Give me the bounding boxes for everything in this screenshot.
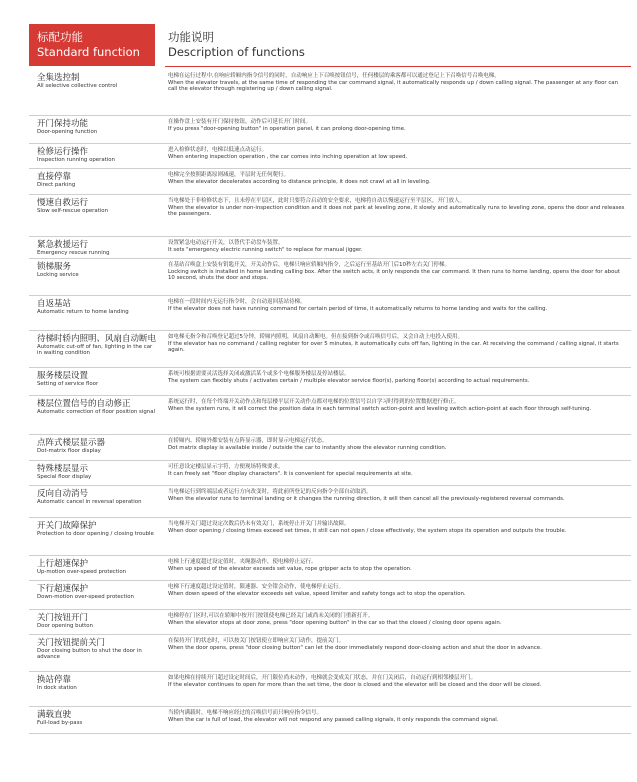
description-en: If the elevator does not have running command for certain period of time, it automatically returns to home landing and waits for the calling. xyxy=(168,306,548,312)
function-row xyxy=(29,296,631,331)
function-row xyxy=(29,672,631,707)
function-title: 上行超速保护 xyxy=(37,559,89,569)
function-name xyxy=(37,559,157,575)
function-title: 检修运行操作 xyxy=(37,147,89,157)
function-name xyxy=(37,464,157,480)
function-title: 慢速自救运行 xyxy=(37,198,89,208)
function-description xyxy=(168,147,627,160)
function-subtitle: Direct parking xyxy=(37,182,76,188)
description-en: When the elevator is under non-inspection condition and it does not park at leveling zone, it slowly and automatically runs to leveling zone, opens the door and releases the passengers. xyxy=(168,205,625,218)
function-title: 点阵式楼层显示器 xyxy=(37,438,106,448)
function-subtitle: Automatic correction of floor position signal xyxy=(37,409,156,415)
function-subtitle: Automatic cancel in reversal operation xyxy=(37,499,142,505)
function-subtitle: Emergency rescue running xyxy=(37,250,110,256)
function-description xyxy=(168,119,627,132)
function-row xyxy=(29,396,631,435)
function-description xyxy=(168,675,627,688)
description-en: When up speed of the elevator exceeds set value, rope gripper acts to stop the operation. xyxy=(168,566,412,572)
function-subtitle: In dock station xyxy=(37,685,77,691)
description-title-en: Description of functions xyxy=(168,45,305,59)
function-row xyxy=(29,556,631,581)
function-title: 下行超速保护 xyxy=(37,584,89,594)
description-cn: 当电梯运行到终端层或者运行方向改变时，将此前所登记的反向指令全部自动取消。 xyxy=(168,489,372,495)
description-cn: 当电梯开关门超过设定次数后仍未有效关门，系统停止开关门并输出故障。 xyxy=(168,521,350,527)
function-title: 特殊楼层显示 xyxy=(37,464,89,474)
function-name xyxy=(37,119,157,135)
function-row xyxy=(29,69,631,116)
description-cn: 电梯完全按照距离原则减速，平层时无任何爬行。 xyxy=(168,172,290,178)
description-cn: 系统运行时，在每个终端开关动作点和每层楼平层开关动作点都对电梯的位置信号以自学习时得到的位置数据进行修正。 xyxy=(168,399,460,405)
function-name xyxy=(37,638,157,661)
description-en: When the door opens, press "door closing button" can let the door immediately respond door-closing action and shut the door in advance. xyxy=(168,645,542,651)
function-name xyxy=(37,73,157,89)
description-en: When the elevator decelerates according to distance principle, it does not crawl at all in leveling. xyxy=(168,179,431,185)
standard-function-title-en: Standard function xyxy=(37,45,140,59)
function-description xyxy=(168,172,627,185)
function-subtitle: Door-opening function xyxy=(37,129,98,135)
function-description xyxy=(168,198,627,218)
function-list xyxy=(29,69,631,734)
description-en: When the system runs, it will correct the position data in each terminal switch action-point and leveling switch action-point at each floor through self-tuning. xyxy=(168,406,592,412)
function-description xyxy=(168,638,627,651)
function-row xyxy=(29,195,631,237)
function-row xyxy=(29,237,631,259)
function-row xyxy=(29,635,631,672)
function-title: 开关门故障保护 xyxy=(37,521,97,531)
function-name xyxy=(37,262,157,278)
function-row xyxy=(29,461,631,486)
description-en: If you press "door-opening button" in operation panel, it can prolong door-opening time. xyxy=(168,126,406,132)
function-description xyxy=(168,299,627,312)
table-header xyxy=(29,24,631,66)
function-description xyxy=(168,710,627,723)
function-title: 待梯时轿内照明、风扇自动断电 xyxy=(37,334,157,344)
function-name xyxy=(37,489,157,505)
description-en: When the elevator travels, at the same time of responding the car command signal, it automatically responds up / down calling signal. The passenger at any floor can call the elevator through registering up / down calling signal. xyxy=(168,80,619,93)
description-cn: 可任意设定楼层显示字符，方便现场特殊要求。 xyxy=(168,464,284,470)
description-cn: 系统可根据需要灵活选择关闭或激活某个或多个电梯服务楼层及停站楼层。 xyxy=(168,371,350,377)
function-row xyxy=(29,518,631,556)
function-subtitle: All selective collective control xyxy=(37,83,118,89)
function-title: 楼层位置信号的自动修正 xyxy=(37,399,131,409)
description-en: If the elevator continues to open for more than the set time, the door is closed and the elevator will be closed and the door will be closed. xyxy=(168,682,542,688)
description-en: It can freely set "floor display characters". It is convenient for special requirements at site. xyxy=(168,471,413,477)
function-description xyxy=(168,613,627,626)
function-description xyxy=(168,438,627,451)
standard-function-title-cn: 标配功能 xyxy=(37,30,83,44)
function-title: 满载直驶 xyxy=(37,710,72,720)
function-name xyxy=(37,172,157,188)
description-cn: 电梯下行速度超过设定值时，限速器、安全钳会动作，使电梯停止运行。 xyxy=(168,584,345,590)
function-description xyxy=(168,334,627,354)
description-en: When the car is full of load, the elevator will not respond any passed calling signals, it only responds the command signal. xyxy=(168,717,499,723)
function-row xyxy=(29,144,631,169)
function-description xyxy=(168,559,627,572)
function-title: 锁梯服务 xyxy=(37,262,72,272)
description-en: When entering inspection operation , the car comes into inching operation at low speed. xyxy=(168,154,408,160)
description-cn: 在保持开门的状态时，可以按关门按钮使立即响应关门动作，提前关门。 xyxy=(168,638,345,644)
description-cn: 在操作盘上安装有开门保持按钮，动作后可延长开门时间。 xyxy=(168,119,312,125)
standard-function-header xyxy=(29,24,155,66)
function-title: 紧急救援运行 xyxy=(37,240,89,250)
description-title-cn: 功能说明 xyxy=(168,30,214,44)
function-name xyxy=(37,240,157,256)
function-subtitle: Special floor display xyxy=(37,474,92,480)
description-en: Locking switch is installed in home landing calling box. After the switch acts, it only responds the car command. It then runs to home landing, opens the door for about 10 second, shuts the door and stops. xyxy=(168,269,620,282)
description-en: It sets "emergency electric running switch" to replace for manual jigger. xyxy=(168,247,363,253)
description-cn: 如果电梯在持续开门超过设定时间后，开门限位尚未动作，电梯就会变成关门状态，并在门关闭后，自动运行到相邻楼层开门。 xyxy=(168,675,477,681)
function-row xyxy=(29,581,631,610)
function-description xyxy=(168,371,627,384)
description-en: The system can flexibly shuts / activates certain / multiple elevator service floor(s), parking floor(s) according to actual requirements. xyxy=(168,378,530,384)
description-en: When down speed of the elevator exceeds set value, speed limiter and safety tongs act to stop the operation. xyxy=(168,591,466,597)
description-en: If the elevator has no command / calling register for over 5 minutes, it automatically cuts off fan, lighting in the car. At receiving the command / calling signal, it starts again. xyxy=(168,341,619,354)
function-description xyxy=(168,73,627,93)
function-subtitle: Automatic return to home landing xyxy=(37,309,129,315)
function-subtitle: Door opening button xyxy=(37,623,93,629)
function-title: 关门按钮提前关门 xyxy=(37,638,106,648)
function-name xyxy=(37,371,157,387)
function-subtitle: Door closing button to shut the door in advance xyxy=(37,648,142,661)
function-subtitle: Automatic cut-off of fan, lighting in the car in waiting condition xyxy=(37,344,153,357)
function-description xyxy=(168,464,627,477)
function-title: 关门按钮开门 xyxy=(37,613,89,623)
function-description xyxy=(168,584,627,597)
function-subtitle: Dot-matrix floor display xyxy=(37,448,101,454)
function-title: 全集选控制 xyxy=(37,73,80,83)
function-title: 开门保持功能 xyxy=(37,119,89,129)
description-cn: 设置紧急电动运行开关，以替代手动盘车装置。 xyxy=(168,240,284,246)
function-description xyxy=(168,262,627,282)
function-title: 服务楼层设置 xyxy=(37,371,89,381)
function-row xyxy=(29,486,631,518)
function-name xyxy=(37,147,157,163)
description-cn: 当电梯处于非检修状态下，且未停在平层区，此时只要符合启动的安全要求，电梯将自动以慢速运行至平层区，开门放人。 xyxy=(168,198,466,204)
function-title: 自返基站 xyxy=(37,299,72,309)
function-subtitle: Up-motion over-speed protection xyxy=(37,569,127,575)
description-cn: 电梯在运行过程中,在响应轿厢内指令信号的同时，自动响应上下召唤按钮信号，任何楼层的乘客都可以通过登记上下召唤信号召唤电梯。 xyxy=(168,73,500,79)
description-header xyxy=(165,24,631,67)
function-title: 换站停靠 xyxy=(37,675,72,685)
function-name xyxy=(37,710,157,726)
description-cn: 在轿厢内、轿厢外都安装有点阵显示器，即时显示电梯运行状态。 xyxy=(168,438,328,444)
description-en: When the elevator stops at door zone, press "door opening button" in the car so that the closed / closing door opens again. xyxy=(168,620,502,626)
function-row xyxy=(29,331,631,368)
function-name xyxy=(37,438,157,454)
function-name xyxy=(37,198,157,214)
function-subtitle: Full-load by-pass xyxy=(37,720,83,726)
function-subtitle: Protection to door opening / closing trouble xyxy=(37,531,154,537)
function-subtitle: Slow self-rescue operation xyxy=(37,208,109,214)
description-en: When door opening / closing times exceed set times, it still can not open / close effectively, the system stops its operation and outputs the trouble. xyxy=(168,528,567,534)
function-description xyxy=(168,399,627,412)
function-row xyxy=(29,368,631,396)
function-subtitle: Locking service xyxy=(37,272,79,278)
function-row xyxy=(29,610,631,635)
function-title: 直接停靠 xyxy=(37,172,72,182)
function-name xyxy=(37,613,157,629)
function-name xyxy=(37,521,157,537)
description-cn: 电梯停在门区时,可以在轿厢中按开门按钮使电梯已经关门或尚未关闭的门重新打开。 xyxy=(168,613,374,619)
description-cn: 电梯上行速度超过设定值时，夹绳器动作，使电梯停止运行。 xyxy=(168,559,317,565)
description-cn: 如电梯无指令和召唤登记超过5分钟，轿厢内照明，风扇自动断电。但在接到指令或召唤信号后，又会自动上电投入使用。 xyxy=(168,334,464,340)
function-name xyxy=(37,299,157,315)
description-cn: 进入检修状态时，电梯以低速点动运行。 xyxy=(168,147,268,153)
function-row xyxy=(29,435,631,461)
function-description xyxy=(168,521,627,534)
description-cn: 电梯在一段时间内无运行指令时，会自动返回基站待梯。 xyxy=(168,299,306,305)
function-row xyxy=(29,116,631,144)
description-cn: 当轿内满载时，电梯不响应经过的召唤信号而只响应指令信号。 xyxy=(168,710,323,716)
function-row xyxy=(29,259,631,296)
function-name xyxy=(37,334,157,357)
description-en: Dot matrix display is available inside / outside the car to instantly show the elevator running condition. xyxy=(168,445,447,451)
function-row xyxy=(29,169,631,195)
function-title: 反向自动消号 xyxy=(37,489,89,499)
function-name xyxy=(37,584,157,600)
function-name xyxy=(37,675,157,691)
function-description xyxy=(168,240,627,253)
function-subtitle: Down-motion over-speed protection xyxy=(37,594,134,600)
description-en: When the elevator runs to terminal landing or it changes the running direction, it will then cancel all the previously-registered reversal commands. xyxy=(168,496,565,502)
function-description xyxy=(168,489,627,502)
function-name xyxy=(37,399,157,415)
function-subtitle: Inspection running operation xyxy=(37,157,115,163)
function-row xyxy=(29,707,631,734)
function-subtitle: Setting of service floor xyxy=(37,381,99,387)
description-cn: 在基站召唤盒上安装有钥匙开关，开关动作后，电梯只响应轿厢内指令，之后运行至基站开门后10秒左右关门停梯。 xyxy=(168,262,451,268)
